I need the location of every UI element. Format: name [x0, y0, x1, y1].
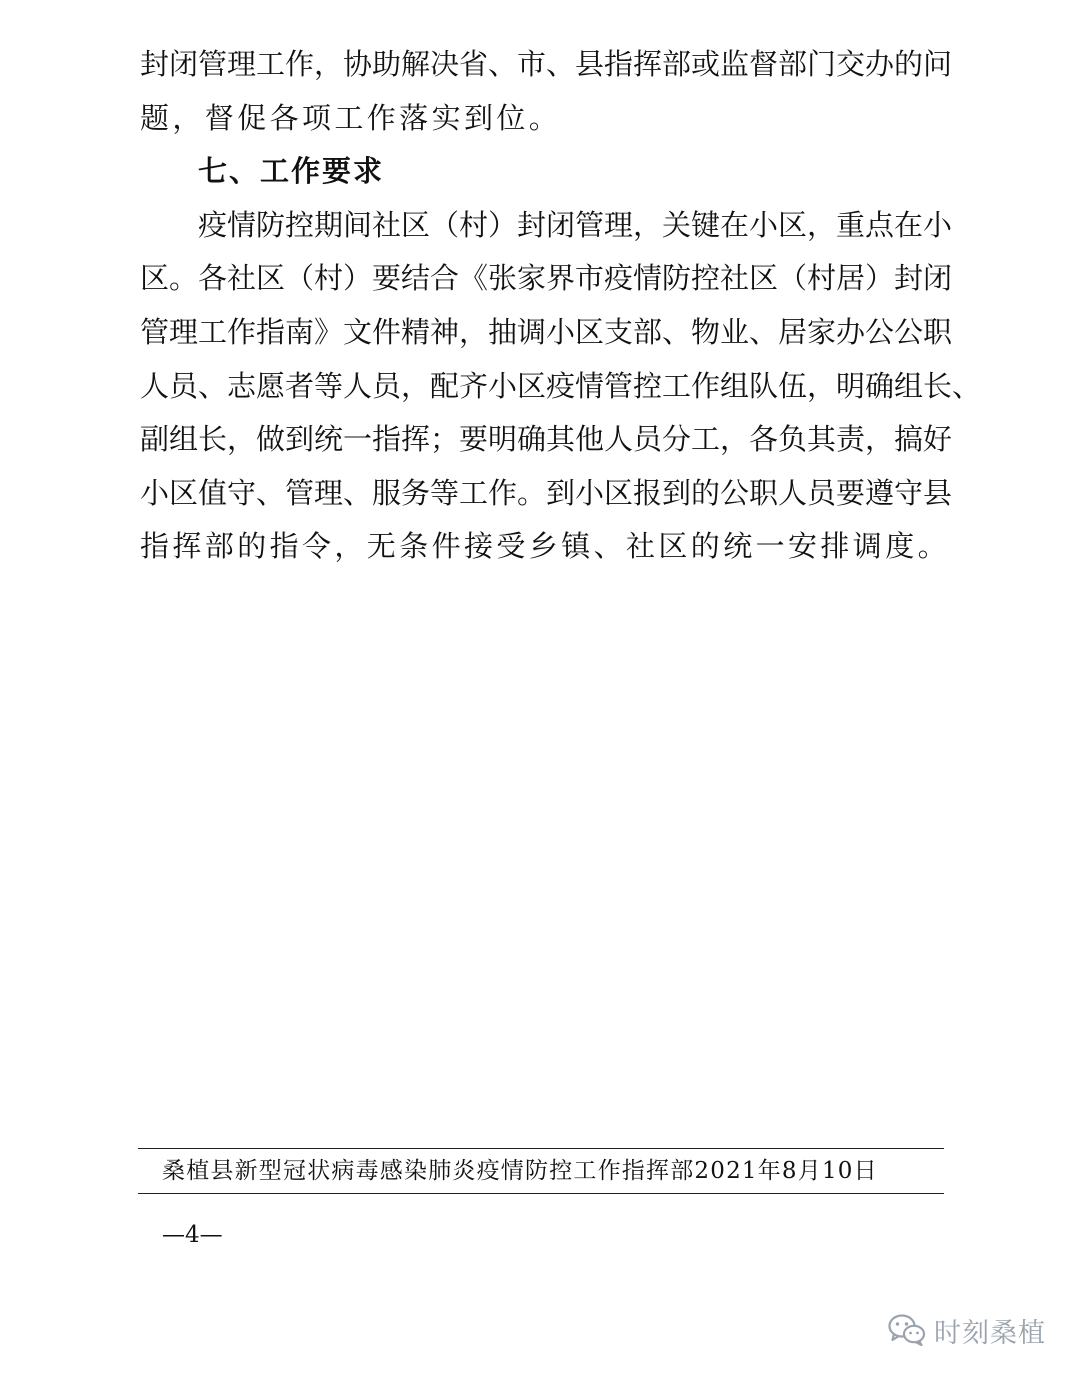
body-line: 题，督促各项工作落实到位。	[140, 100, 562, 135]
section-heading: 七、工作要求	[198, 154, 385, 189]
body-line: 疫情防控期间社区（村）封闭管理，关键在小区，重点在小	[198, 207, 953, 242]
body-line: 管理工作指南》文件精神，抽调小区支部、物业、居家办公公职	[140, 314, 953, 349]
document-body	[140, 38, 982, 574]
body-line: 小区值守、管理、服务等工作。到小区报到的公职人员要遵守县	[140, 475, 953, 510]
page-number: —4—	[162, 1222, 223, 1248]
body-line: 区。各社区（村）要结合《张家界市疫情防控社区（村居）封闭	[140, 261, 953, 296]
body-line: 指挥部的指令，无条件接受乡镇、社区的统一安排调度。	[140, 529, 951, 564]
watermark	[888, 1308, 1046, 1352]
body-line: 人员、志愿者等人员，配齐小区疫情管控工作组队伍，明确组长、	[140, 368, 982, 403]
footer-issuer-date: 桑植县新型冠状病毒感染肺炎疫情防控工作指挥部2021年8月10日	[162, 1158, 878, 1184]
body-line: 副组长，做到统一指挥；要明确其他人员分工，各负其责，搞好	[140, 422, 953, 457]
body-line: 封闭管理工作，协助解决省、市、县指挥部或监督部门交办的问	[140, 47, 953, 81]
footer-bottom-divider	[138, 1193, 944, 1194]
watermark-text: 时刻桑植	[934, 1317, 1046, 1349]
wechat-icon	[888, 1313, 926, 1347]
footer-top-divider	[138, 1148, 944, 1149]
